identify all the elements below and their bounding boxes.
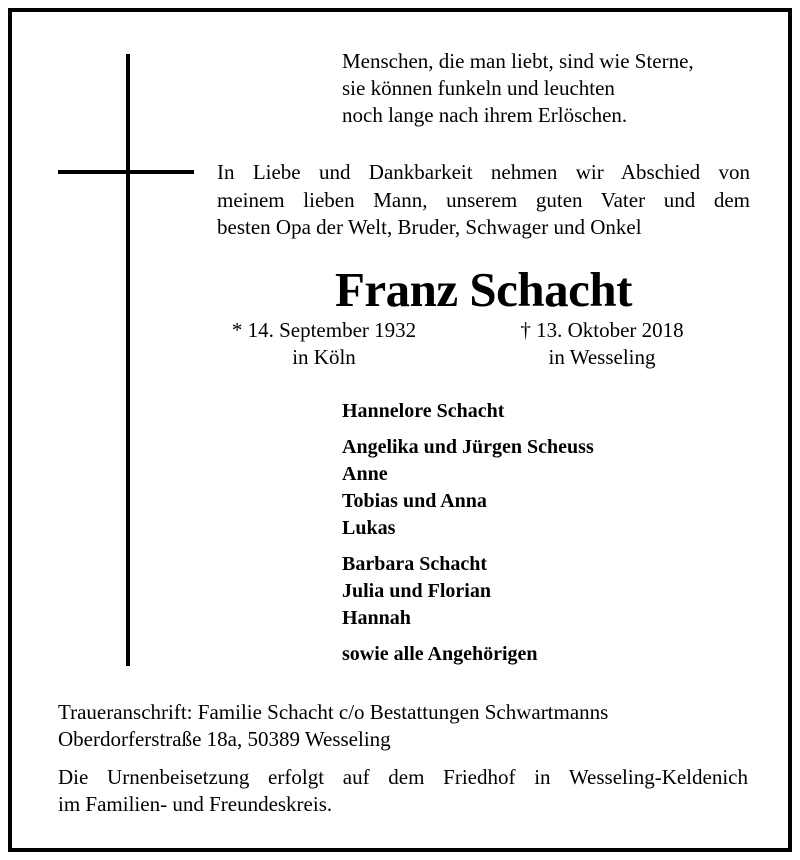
poem-quote bbox=[342, 48, 694, 129]
death-info bbox=[492, 317, 712, 371]
intro-text bbox=[217, 159, 750, 242]
note-line: Die Urnenbeisetzung erfolgt auf dem Friedhof in Wesseling-Keldenich bbox=[58, 765, 748, 789]
cross-horizontal-bar bbox=[58, 170, 194, 174]
family-group bbox=[342, 434, 594, 542]
family-member: Tobias und Anna bbox=[342, 490, 487, 512]
poem-line: sie können funkeln und leuchten bbox=[342, 76, 615, 100]
poem-line: Menschen, die man liebt, sind wie Sterne, bbox=[342, 49, 694, 73]
obituary-notice bbox=[8, 8, 792, 852]
family-member: Julia und Florian bbox=[342, 580, 491, 602]
intro-line: meinem lieben Mann, unserem guten Vater und dem bbox=[217, 187, 750, 212]
poem-line: noch lange nach ihrem Erlöschen. bbox=[342, 103, 628, 127]
family-member: Anne bbox=[342, 463, 388, 485]
mourning-address bbox=[58, 699, 748, 753]
cross-vertical-bar bbox=[126, 54, 130, 666]
deceased-name: Franz Schacht bbox=[335, 262, 632, 317]
note-line: im Familien- und Freundeskreis. bbox=[58, 792, 333, 816]
burial-note bbox=[58, 764, 748, 818]
family-member: Barbara Schacht bbox=[342, 553, 487, 575]
birth-info bbox=[212, 317, 436, 371]
family-member: Hannelore Schacht bbox=[342, 400, 505, 422]
birth-place: in Köln bbox=[292, 345, 356, 369]
family-group bbox=[342, 398, 594, 425]
address-line: Traueranschrift: Familie Schacht c/o Bestattungen Schwartmanns bbox=[58, 700, 609, 724]
family-member: Angelika und Jürgen Scheuss bbox=[342, 436, 594, 458]
death-place: in Wesseling bbox=[548, 345, 656, 369]
intro-line: In Liebe und Dankbarkeit nehmen wir Abschied von bbox=[217, 160, 750, 184]
intro-line: besten Opa der Welt, Bruder, Schwager und Onkel bbox=[217, 215, 642, 239]
family-list bbox=[342, 398, 594, 677]
family-closing: sowie alle Angehörigen bbox=[342, 643, 538, 665]
death-date: † 13. Oktober 2018 bbox=[520, 318, 684, 342]
family-member: Lukas bbox=[342, 517, 396, 539]
family-member: Hannah bbox=[342, 607, 411, 629]
address-line: Oberdorferstraße 18a, 50389 Wesseling bbox=[58, 727, 391, 751]
birth-date: * 14. September 1932 bbox=[231, 318, 417, 342]
family-group bbox=[342, 551, 594, 632]
